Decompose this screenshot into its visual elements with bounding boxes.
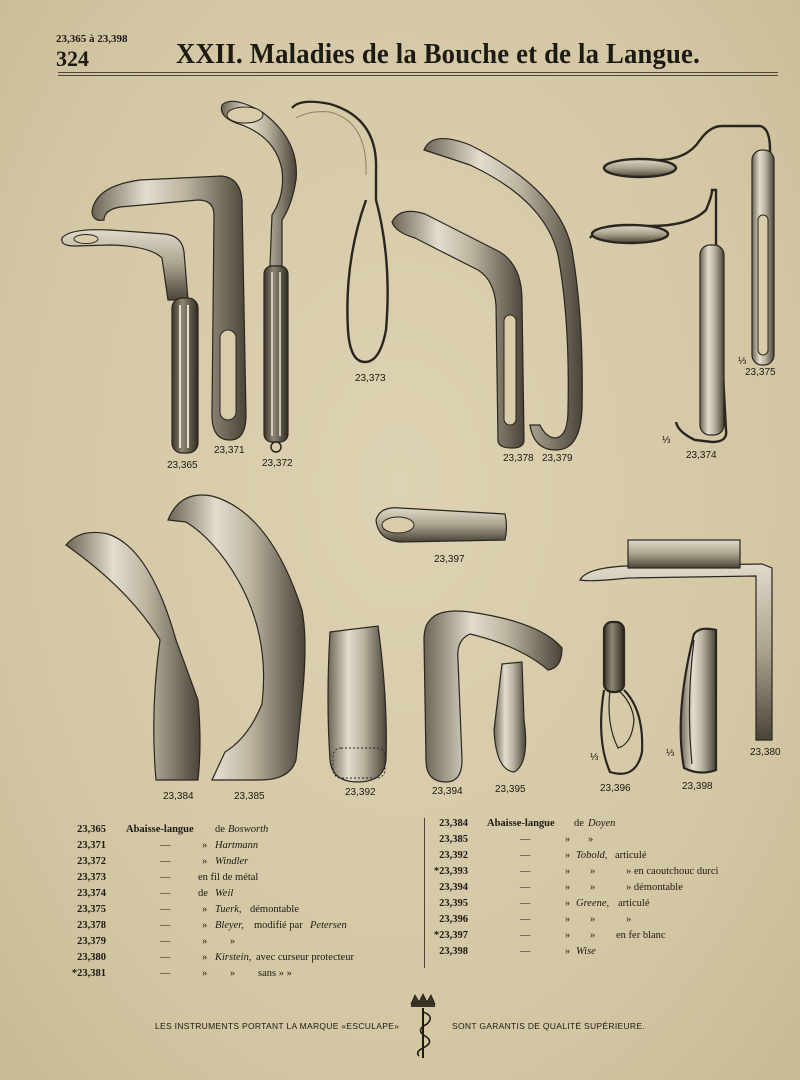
item-prep: en fil de métal [198,872,259,883]
catalog-table-left [60,822,420,982]
item-number: *23,397 [433,930,468,941]
item-author: Bosworth [228,824,269,835]
table-row [430,832,780,848]
scale-mark-d: ⅓ [666,748,675,759]
item-number: 23,372 [77,856,106,867]
item-name: — [520,866,531,877]
footer-left-text: LES INSTRUMENTS PORTANT LA MARQUE «ESCULAPE» [155,1021,400,1031]
figure-label-23373: 23,373 [355,373,386,384]
figure-label-23380: 23,380 [750,747,781,758]
figure-label-23365: 23,365 [167,460,198,471]
item-prep: » [565,866,571,877]
figure-label-23372: 23,372 [262,458,293,469]
item-author: Doyen [588,818,616,829]
item-name: — [160,856,171,867]
figure-label-23395: 23,395 [495,784,526,795]
item-number: 23,379 [77,936,106,947]
figure-label-23384: 23,384 [163,791,194,802]
item-author: Windler [215,856,249,867]
table-row [60,886,420,902]
item-name: — [520,914,531,925]
figure-label-23392: 23,392 [345,787,376,798]
scale-mark-a: ⅓ [738,356,747,367]
item-number: 23,385 [439,834,468,845]
item-name: — [160,904,171,915]
item-number: 23,395 [439,898,468,909]
item-author: » [590,914,596,925]
item-author: » [590,930,596,941]
item-prep: » [202,904,208,915]
item-name: — [160,840,171,851]
item-author-2: Petersen [310,920,347,931]
item-detail: » [626,914,632,925]
item-author: Kirstein, [215,952,252,963]
figure-label-23379: 23,379 [542,453,573,464]
item-name: — [520,930,531,941]
table-row [60,854,420,870]
esculape-logo [405,992,441,1060]
item-number: 23,396 [439,914,468,925]
instrument-23374 [590,190,726,442]
item-author: » [588,834,594,845]
item-author: Hartmann [215,840,259,851]
figure-label-23394: 23,394 [432,786,463,797]
figure-label-23398: 23,398 [682,781,713,792]
instrument-23365 [62,230,198,453]
table-row [60,950,420,966]
table-row [60,918,420,934]
item-prep: » [565,898,571,909]
item-prep: » [565,834,571,845]
instrument-23375 [604,126,774,365]
page-title: XXII. Maladies de la Bouche et de la Langue. [176,38,700,70]
item-author: » [590,866,596,877]
item-name: Abaisse-langue [487,818,555,829]
instrument-23395 [494,662,526,772]
item-author: Tobold, [576,850,608,861]
item-name: — [520,898,531,909]
item-name: — [160,952,171,963]
item-detail: avec curseur protecteur [256,952,354,963]
item-prep: » [565,914,571,925]
item-detail: articulé [618,898,650,909]
item-number: 23,392 [439,850,468,861]
figure-label-23371: 23,371 [214,445,245,456]
table-row [430,848,780,864]
footer-right-text: SONT GARANTIS DE QUALITÉ SUPÉRIEURE. [452,1021,645,1031]
item-number: 23,398 [439,946,468,957]
figure-label-23375: 23,375 [745,367,776,378]
item-number: 23,365 [77,824,106,835]
item-name: — [160,920,171,931]
item-number: 23,384 [439,818,468,829]
table-row [430,864,780,880]
instrument-23394 [424,611,562,782]
instrument-23392 [328,626,386,782]
item-number: 23,380 [77,952,106,963]
item-detail: » démontable [626,882,683,893]
item-prep: » [565,946,571,957]
item-name: Abaisse-langue [126,824,194,835]
item-prep: de [215,824,225,835]
figure-label-23378: 23,378 [503,453,534,464]
instrument-23371 [92,176,246,440]
item-prep: » [565,930,571,941]
figure-label-23396: 23,396 [600,783,631,794]
catalog-table-right [430,816,780,960]
item-number: *23,393 [433,866,468,877]
item-author: » [230,936,236,947]
page-range: 23,365 à 23,398 [56,33,128,45]
item-prep: » [565,882,571,893]
scale-mark-b: ⅓ [662,435,671,446]
item-number: 23,373 [77,872,106,883]
item-name: — [520,882,531,893]
instrument-23396 [601,622,642,774]
table-row [60,838,420,854]
item-number: 23,371 [77,840,106,851]
item-prep: de [574,818,584,829]
instrument-23397 [376,508,507,542]
item-prep: de [198,888,208,899]
item-name: — [520,946,531,957]
item-prep: » [202,936,208,947]
table-divider [424,818,425,968]
item-number: 23,394 [439,882,468,893]
item-number: 23,378 [77,920,106,931]
item-prep: » [202,952,208,963]
item-prep: » [202,968,208,979]
table-row [430,928,780,944]
table-row [430,944,780,960]
table-row [60,966,420,982]
item-author: » [230,968,236,979]
item-detail: articulé [615,850,647,861]
item-name: — [160,888,171,899]
item-detail: sans » » [258,968,292,979]
item-prep: » [565,850,571,861]
item-detail: modifié par [254,920,303,931]
instrument-23384 [66,532,200,780]
table-row [430,880,780,896]
table-row [430,896,780,912]
table-row [60,870,420,886]
item-prep: » [202,920,208,931]
page-number: 324 [56,46,89,71]
figure-label-23397: 23,397 [434,554,465,565]
item-name: — [520,834,531,845]
table-row [430,816,780,832]
item-name: — [160,968,171,979]
figure-label-23374: 23,374 [686,450,717,461]
item-author: Bleyer, [215,920,244,931]
item-author: Weil [215,888,234,899]
item-name: — [520,850,531,861]
item-number: 23,375 [77,904,106,915]
item-author: Tuerk, [215,904,242,915]
item-author: Wise [576,946,596,957]
item-detail: » en caoutchouc durci [626,866,719,877]
table-row [60,934,420,950]
item-author: Greene, [576,898,610,909]
item-author: » [590,882,596,893]
item-name: — [160,936,171,947]
scale-mark-c: ⅓ [590,752,599,763]
table-row [60,902,420,918]
item-detail: en fer blanc [616,930,666,941]
item-number: *23,381 [71,968,106,979]
figure-label-23385: 23,385 [234,791,265,802]
item-prep: » [202,840,208,851]
instrument-23373 [292,102,388,362]
instrument-23378 [392,211,524,448]
table-row [430,912,780,928]
item-number: 23,374 [77,888,106,899]
table-row [60,822,420,838]
item-prep: » [202,856,208,867]
item-detail: démontable [250,904,299,915]
item-name: — [160,872,171,883]
instrument-23398 [681,629,716,773]
